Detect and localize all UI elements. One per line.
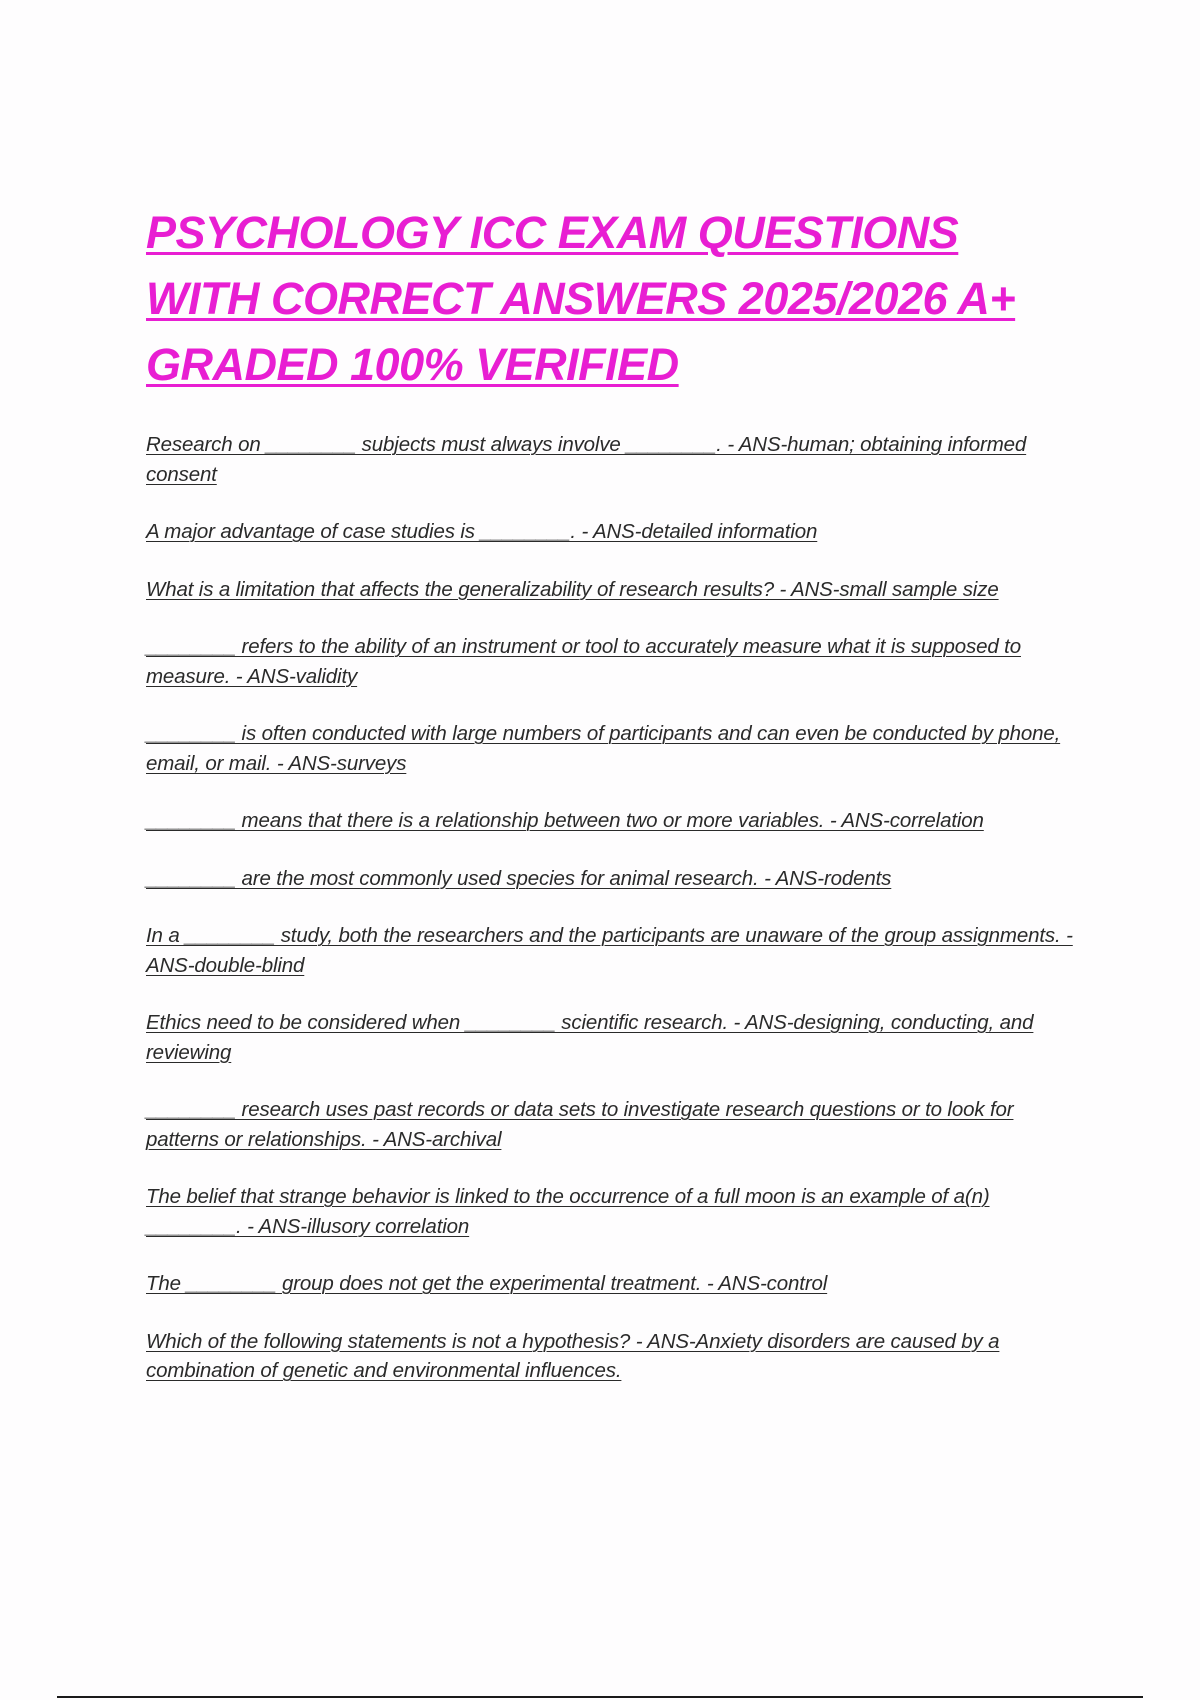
question-list bbox=[146, 430, 1086, 1414]
question-item: In a ________ study, both the researchers and the participants are unaware of the group assignments. - ANS-double-blind bbox=[146, 924, 1073, 977]
question-item: ________ is often conducted with large numbers of participants and can even be conducted by phone, email, or mail. - ANS-surveys bbox=[146, 722, 1061, 775]
question-item: ________ refers to the ability of an instrument or tool to accurately measure what it is supposed to measure. - ANS-validity bbox=[146, 635, 1021, 688]
question-item: The ________ group does not get the experimental treatment. - ANS-control bbox=[146, 1272, 828, 1295]
question-item: Ethics need to be considered when ________ scientific research. - ANS-designing, conducting, and reviewing bbox=[146, 1011, 1034, 1064]
question-item: Research on ________ subjects must always involve ________. - ANS-human; obtaining informed consent bbox=[146, 433, 1027, 486]
footer-divider bbox=[57, 1696, 1143, 1698]
question-item: The belief that strange behavior is linked to the occurrence of a full moon is an example of a(n) ________. - ANS-illusory correlation bbox=[146, 1185, 990, 1238]
question-item: ________ research uses past records or data sets to investigate research questions or to look for patterns or relationships. - ANS-archival bbox=[146, 1098, 1014, 1151]
question-item: What is a limitation that affects the generalizability of research results? - ANS-small sample size bbox=[146, 577, 999, 601]
title-line: WITH CORRECT ANSWERS 2025/2026 A+ bbox=[146, 273, 1016, 324]
title-line: PSYCHOLOGY ICC EXAM QUESTIONS bbox=[146, 207, 959, 258]
title-line: GRADED 100% VERIFIED bbox=[146, 339, 679, 390]
question-item: A major advantage of case studies is ________. - ANS-detailed information bbox=[146, 520, 818, 543]
question-item: ________ are the most commonly used species for animal research. - ANS-rodents bbox=[146, 866, 892, 890]
question-item: Which of the following statements is not a hypothesis? - ANS-Anxiety disorders are caused by a combination of genetic and environmental influences. bbox=[146, 1329, 1000, 1382]
question-item: ________ means that there is a relationship between two or more variables. - ANS-correlation bbox=[146, 809, 984, 832]
document-title bbox=[146, 200, 1146, 398]
